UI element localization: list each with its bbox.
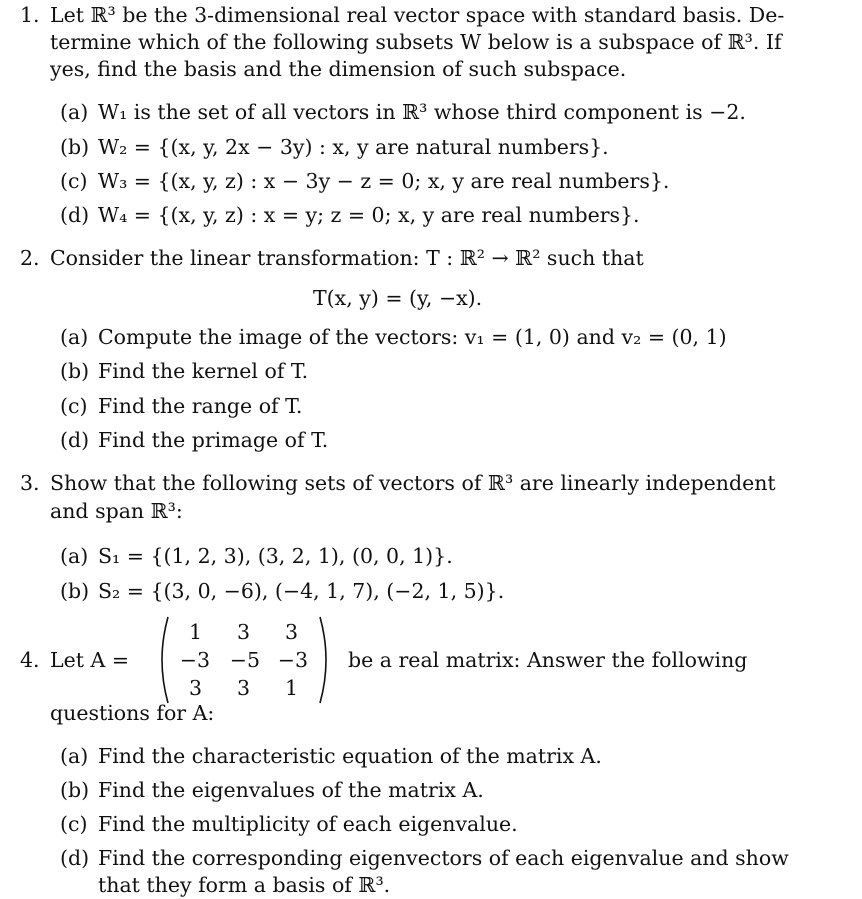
- question-number: 3.: [20, 471, 40, 495]
- subpart-text: Find the eigenvalues of the matrix A.: [98, 778, 484, 802]
- subpart-text: Find the kernel of T.: [98, 359, 309, 383]
- subpart-text: W₁ is the set of all vectors in ℝ³ whose third component is −2.: [98, 100, 746, 124]
- subpart-text: W₂ = {(x, y, 2x − 3y) : x, y are natural numbers}.: [98, 135, 609, 159]
- subpart-text: S₁ = {(1, 2, 3), (3, 2, 1), (0, 0, 1)}.: [98, 544, 453, 568]
- subpart-label: (b): [60, 579, 90, 603]
- subpart-text: W₃ = {(x, y, z) : x − 3y − z = 0; x, y are real numbers}.: [98, 169, 670, 193]
- subpart-text: Find the multiplicity of each eigenvalue.: [98, 812, 518, 836]
- question-text-line: questions for A:: [50, 701, 215, 725]
- question-text-line: Consider the linear transformation: T : ℝ² → ℝ² such that: [50, 246, 644, 270]
- question-text-line: Show that the following sets of vectors of ℝ³ are linearly independent: [50, 471, 776, 495]
- subpart-text: Compute the image of the vectors: v₁ = (1, 0) and v₂ = (0, 1): [98, 325, 727, 349]
- subpart-label: (b): [60, 778, 90, 802]
- question-text-line: and span ℝ³:: [50, 499, 183, 523]
- matrix-cell: 3: [188, 676, 202, 700]
- matrix-cell: 1: [188, 620, 202, 644]
- subpart-label: (a): [60, 544, 89, 568]
- matrix-cell: −3: [277, 648, 308, 672]
- question-lead-text: Let A =: [50, 648, 129, 672]
- question-text-line: yes, find the basis and the dimension of such subspace.: [50, 57, 627, 81]
- question-number: 2.: [20, 246, 40, 270]
- question-text-line: termine which of the following subsets W below is a subspace of ℝ³. If: [50, 30, 782, 54]
- subpart-label: (c): [60, 169, 88, 193]
- question-tail-text: be a real matrix: Answer the following: [348, 648, 748, 672]
- matrix-cell: −3: [179, 648, 210, 672]
- matrix-cell: 1: [284, 676, 298, 700]
- question-text-line: Let ℝ³ be the 3-dimensional real vector space with standard basis. De-: [50, 3, 785, 27]
- subpart-text-continuation: that they form a basis of ℝ³.: [98, 873, 391, 897]
- matrix-cell: 3: [284, 620, 298, 644]
- matrix-a: [158, 615, 330, 705]
- display-formula: T(x, y) = (y, −x).: [313, 286, 483, 310]
- subpart-label: (c): [60, 394, 88, 418]
- subpart-text: W₄ = {(x, y, z) : x = y; z = 0; x, y are real numbers}.: [98, 203, 640, 227]
- matrix-cell: −5: [229, 648, 260, 672]
- subpart-text: Find the corresponding eigenvectors of each eigenvalue and show: [98, 846, 789, 870]
- subpart-label: (d): [60, 428, 90, 452]
- subpart-text: Find the characteristic equation of the matrix A.: [98, 744, 602, 768]
- subpart-text: S₂ = {(3, 0, −6), (−4, 1, 7), (−2, 1, 5)}.: [98, 579, 505, 603]
- subpart-label: (d): [60, 846, 90, 870]
- subpart-label: (a): [60, 744, 89, 768]
- subpart-text: Find the primage of T.: [98, 428, 329, 452]
- subpart-label: (a): [60, 325, 89, 349]
- question-number: 4.: [20, 648, 40, 672]
- subpart-text: Find the range of T.: [98, 394, 303, 418]
- subpart-label: (c): [60, 812, 88, 836]
- subpart-label: (d): [60, 203, 90, 227]
- matrix-cell: 3: [236, 620, 250, 644]
- subpart-label: (b): [60, 135, 90, 159]
- question-number: 1.: [20, 3, 40, 27]
- subpart-label: (a): [60, 100, 89, 124]
- matrix-cell: 3: [236, 676, 250, 700]
- subpart-label: (b): [60, 359, 90, 383]
